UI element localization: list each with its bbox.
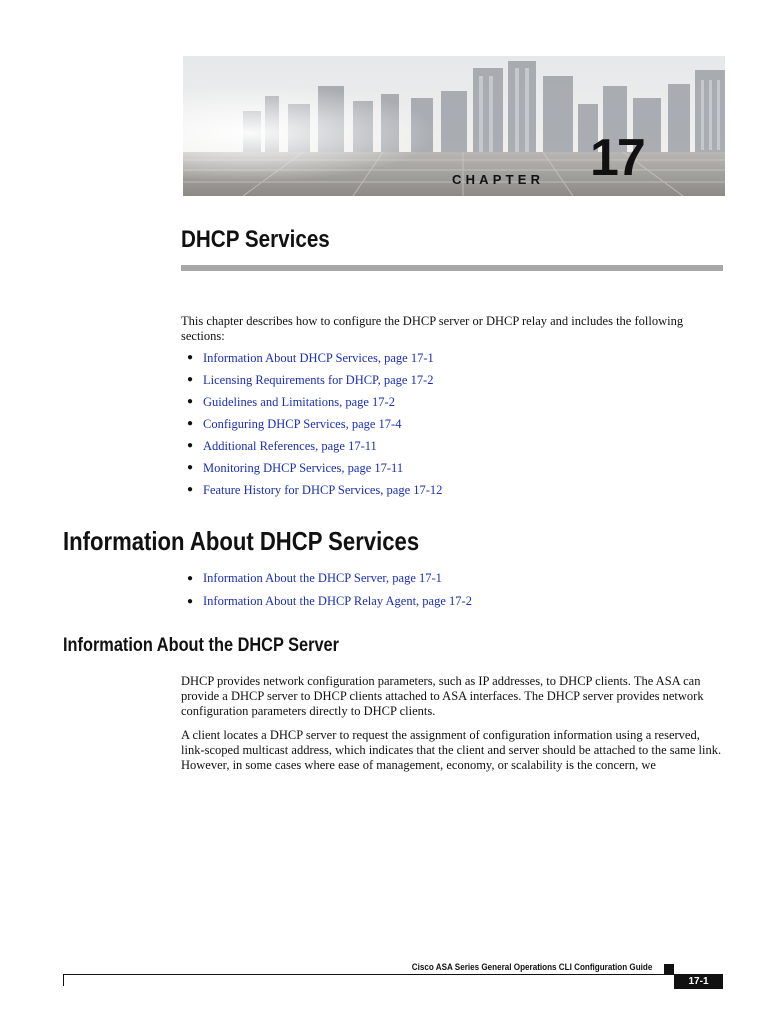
- toc-item: [181, 369, 442, 391]
- bullet-icon: ●: [187, 440, 194, 451]
- toc-item: [181, 457, 442, 479]
- bullet-icon: ●: [187, 374, 194, 385]
- bullet-icon: ●: [187, 484, 194, 495]
- chapter-label: CHAPTER: [452, 172, 545, 187]
- toc-item: [181, 435, 442, 457]
- footer-guide-title: Cisco ASA Series General Operations CLI Configuration Guide: [411, 962, 652, 972]
- toc-item: [181, 413, 442, 435]
- toc-link[interactable]: Guidelines and Limitations, page 17-2: [203, 395, 395, 409]
- toc-item: [181, 347, 442, 369]
- section-link[interactable]: Information About the DHCP Server, page 17-1: [203, 571, 442, 585]
- footer-rule: [63, 974, 723, 975]
- toc-link[interactable]: Licensing Requirements for DHCP, page 17-2: [203, 373, 434, 387]
- bullet-icon: ●: [187, 573, 194, 584]
- toc-item: [181, 479, 442, 501]
- toc-link[interactable]: Feature History for DHCP Services, page 17-12: [203, 483, 443, 497]
- section-link[interactable]: Information About the DHCP Relay Agent, page 17-2: [203, 594, 472, 608]
- toc-link[interactable]: Additional References, page 17-11: [203, 439, 377, 453]
- intro-paragraph: This chapter describes how to configure the DHCP server or DHCP relay and includes the following sections:: [181, 314, 684, 343]
- section-link-item: [181, 590, 472, 613]
- subsection-heading: Information About the DHCP Server: [63, 635, 339, 656]
- toc-link[interactable]: Information About DHCP Services, page 17-1: [203, 351, 434, 365]
- bullet-icon: ●: [187, 396, 194, 407]
- bullet-icon: ●: [187, 462, 194, 473]
- footer-tick: [63, 974, 64, 986]
- chapter-toc: [181, 347, 442, 501]
- body-paragraph: A client locates a DHCP server to request the assignment of configuration information using a reserved, link-scoped multicast address, which indicates that the client and server should be attached to the same link. However, in some cases where ease of management, economy, or scalability is the concern, we: [181, 728, 722, 772]
- toc-link[interactable]: Configuring DHCP Services, page 17-4: [203, 417, 402, 431]
- page-number: 17-1: [674, 975, 723, 989]
- section-link-item: [181, 567, 472, 590]
- footer-marker: [664, 964, 674, 974]
- section-heading: Information About DHCP Services: [63, 526, 420, 556]
- chapter-number: 17: [590, 129, 644, 187]
- toc-item: [181, 391, 442, 413]
- page-title: DHCP Services: [181, 226, 330, 253]
- body-paragraph: DHCP provides network configuration parameters, such as IP addresses, to DHCP clients. The ASA can provide a DHCP server to DHCP clients attached to ASA interfaces. The DHCP server provides network configuration parameters directly to DHCP clients.: [181, 674, 704, 718]
- toc-link[interactable]: Monitoring DHCP Services, page 17-11: [203, 461, 404, 475]
- bullet-icon: ●: [187, 352, 194, 363]
- bullet-icon: ●: [187, 418, 194, 429]
- bullet-icon: ●: [187, 596, 194, 607]
- title-rule: [181, 265, 723, 271]
- section-link-list: [181, 567, 472, 613]
